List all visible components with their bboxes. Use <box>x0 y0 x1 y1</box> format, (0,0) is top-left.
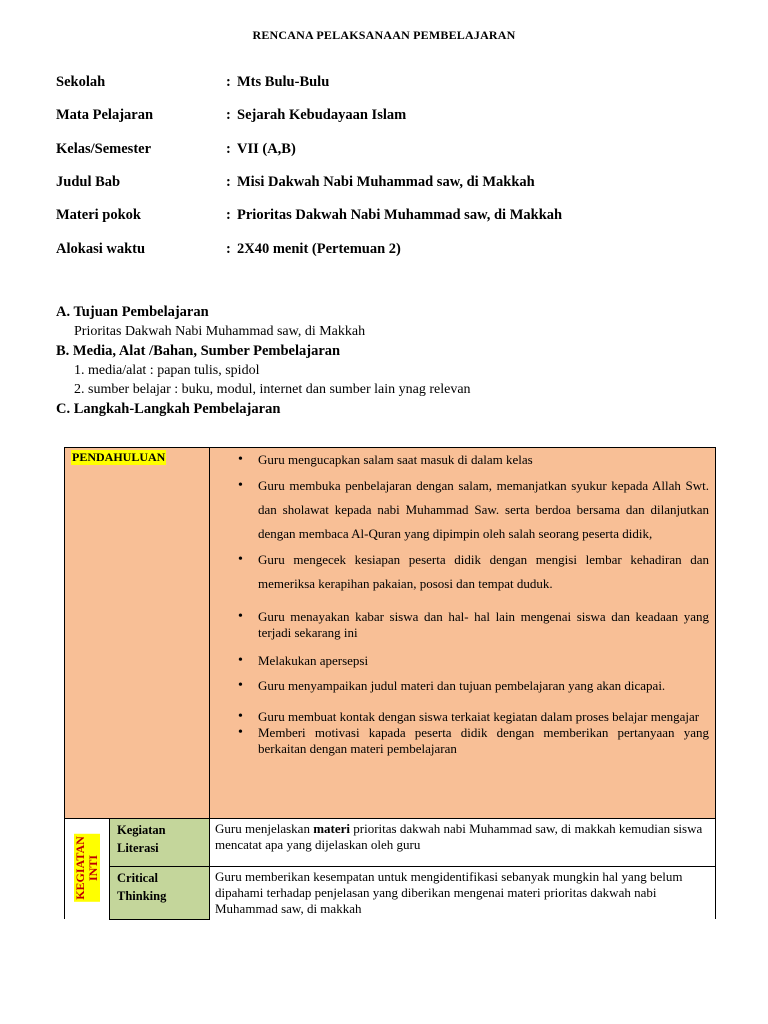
info-colon: : <box>226 241 231 257</box>
section-b-item: 2. sumber belajar : buku, modul, internet dan sumber lain ynag relevan <box>74 382 471 397</box>
info-value: Prioritas Dakwah Nabi Muhammad saw, di Makkah <box>237 207 563 223</box>
info-colon: : <box>226 74 231 90</box>
section-a-text: Prioritas Dakwah Nabi Muhammad saw, di Makkah <box>74 324 366 339</box>
info-value: VII (A,B) <box>237 141 296 157</box>
pendahuluan-activities-cell <box>210 448 716 819</box>
pendahuluan-list <box>210 451 715 757</box>
info-label: Kelas/Semester <box>56 141 152 157</box>
list-item: • Memberi motivasi kapada peserta didik dengan memberikan pertanyaan yang berkaitan dengan materi pembelajaran <box>210 725 709 757</box>
table-row <box>65 867 716 920</box>
kegiatan-literasi-label-cell <box>110 819 210 867</box>
section-b-heading: B. Media, Alat /Bahan, Sumber Pembelajaran <box>56 343 341 359</box>
info-label: Mata Pelajaran <box>56 107 154 123</box>
info-colon: : <box>226 207 231 223</box>
inti-row-label: Kegiatan Literasi <box>117 823 166 855</box>
table-row <box>65 819 716 867</box>
inti-row-text: Guru menjelaskan materi prioritas dakwah nabi Muhammad saw, di makkah kemudian siswa mencatat apa yang dijelaskan oleh guru <box>215 821 703 852</box>
section-a-heading: A. Tujuan Pembelajaran <box>56 304 209 320</box>
info-row-alokasi-waktu <box>56 241 736 265</box>
info-row-materi-pokok <box>56 207 736 231</box>
info-colon: : <box>226 174 231 190</box>
learning-steps-table <box>64 447 716 920</box>
list-item: • Guru membuka penbelajaran dengan salam, memanjatkan syukur kepada Allah Swt. dan sholawat kepada nabi Muhammad Saw. serta berdoa bersama dan dilanjutkan dengan membaca Al-Quran yang dipimpin oleh salah seorang peserta didik, <box>210 474 709 546</box>
info-colon: : <box>226 107 231 123</box>
document-title: RENCANA PELAKSANAAN PEMBELAJARAN <box>252 28 516 42</box>
info-value: Mts Bulu-Bulu <box>237 74 330 90</box>
list-item: • Guru mengucapkan salam saat masuk di dalam kelas <box>210 451 709 468</box>
list-item: • Melakukan apersepsi <box>210 652 709 669</box>
section-b-item: 1. media/alat : papan tulis, spidol <box>74 363 260 378</box>
critical-thinking-label-cell <box>110 867 210 920</box>
info-value: Sejarah Kebudayaan Islam <box>237 107 407 123</box>
info-row-mata-pelajaran <box>56 107 736 131</box>
info-colon: : <box>226 141 231 157</box>
kegiatan-inti-cell <box>65 819 110 920</box>
info-row-kelas-semester <box>56 141 736 165</box>
kegiatan-inti-label: KEGIATAN INTI <box>73 836 100 900</box>
kegiatan-literasi-text-cell <box>210 819 716 867</box>
list-item: • Guru menayakan kabar siswa dan hal- hal lain mengenai siswa dan keadaan yang terjadi sekarang ini <box>210 609 709 641</box>
info-label: Materi pokok <box>56 207 141 223</box>
info-value: 2X40 menit (Pertemuan 2) <box>237 241 401 257</box>
info-label: Alokasi waktu <box>56 241 146 257</box>
critical-thinking-text-cell <box>210 867 716 920</box>
info-label: Sekolah <box>56 74 106 90</box>
pendahuluan-row <box>65 448 716 819</box>
list-item: • Guru mengecek kesiapan peserta didik dengan mengisi lembar kehadiran dan memeriksa kerapihan pakaian, pososi dan tempat duduk. <box>210 548 709 596</box>
section-c-heading: C. Langkah-Langkah Pembelajaran <box>56 401 281 417</box>
info-value: Misi Dakwah Nabi Muhammad saw, di Makkah <box>237 174 535 190</box>
info-row-sekolah <box>56 74 736 98</box>
info-label: Judul Bab <box>56 174 121 190</box>
list-item: • Guru membuat kontak dengan siswa terkaiat kegiatan dalam proses belajar mengajar <box>210 709 709 725</box>
inti-row-label: Critical Thinking <box>117 871 167 903</box>
info-row-judul-bab <box>56 174 736 198</box>
list-item: • Guru menyampaikan judul materi dan tujuan pembelajaran yang akan dicapai. <box>210 677 709 694</box>
inti-row-text: Guru memberikan kesempatan untuk mengidentifikasi sebanyak mungkin hal yang belum dipahami terhadap penjelasan yang diberikan mengenai materi prioritas dakwah nabi Muhammad saw, di makkah <box>215 869 683 916</box>
pendahuluan-label-cell <box>65 448 210 819</box>
pendahuluan-label: PENDAHULUAN <box>72 450 166 464</box>
